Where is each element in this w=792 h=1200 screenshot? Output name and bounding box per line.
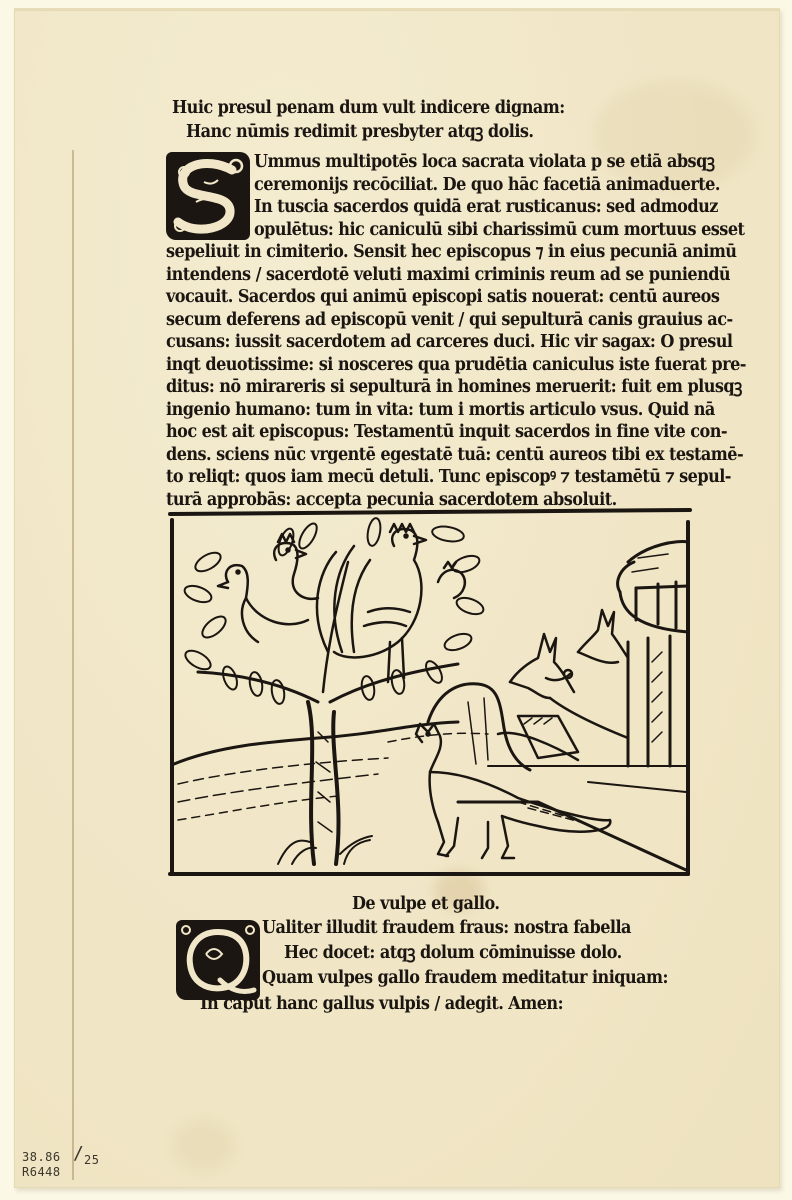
fable-line: In caput hanc gallus vulpis / adegit. Amen: — [200, 994, 563, 1014]
verse-line: Hanc nūmis redimit presbyter atqꝫ dolis. — [186, 122, 534, 142]
decorated-initial-s-icon — [166, 152, 250, 240]
verse-line: Huic presul penam dum vult indicere dignam: — [172, 98, 565, 118]
prose-line: opulētus: hic caniculū sibi charissimū cum mortuus esset — [254, 219, 745, 240]
decorated-initial-q-icon — [176, 920, 260, 1000]
prose-line: secum deferens ad episcopū venit / qui sepulturā canis grauius ac- — [166, 309, 733, 330]
prose-line: ingenio humano: tum in vita: tum i mortis articulo vsus. Quid nā — [166, 399, 715, 420]
woodcut-illustration — [158, 502, 694, 876]
reference-number: R6448 — [22, 1165, 61, 1179]
sheet-number: 25 — [84, 1153, 100, 1167]
prose-line: turā approbās: accepta pecunia sacerdotem absoluit. — [166, 489, 617, 510]
fable-line: Ualiter illudit fraudem fraus: nostra fabella — [262, 918, 631, 938]
fable-title-text: De vulpe et gallo. — [352, 894, 500, 914]
foxing-stain — [594, 80, 754, 190]
decorated-initial-s — [166, 152, 250, 240]
prose-line: ditus: nō mirareris si sepulturā in homines meruerit: fuit em plusqꝫ — [166, 377, 742, 397]
prose-line: cusans: iussit sacerdotem ad carceres duci. Hic vir sagax: O presul — [166, 332, 733, 352]
fox-and-cock-woodcut — [158, 502, 694, 876]
fable-line: Quam vulpes gallo fraudem meditatur iniquam: — [262, 968, 668, 988]
prose-line: In tuscia sacerdos quidā erat rusticanus: sed admoduz — [254, 197, 718, 217]
prose-line: sepeliuit in cimiterio. Sensit hec episcopus ⁊ in eius pecuniā animū — [166, 242, 737, 262]
prose-line: vocauit. Sacerdos qui animū episcopi satis nouerat: centū aureos — [166, 287, 720, 307]
prose-line: to reliqt: quos iam mecū detuli. Tunc episcopꝰ ⁊ testamētū ⁊ sepul- — [166, 467, 731, 487]
fold-line — [72, 150, 74, 1180]
fable-line: Hec docet: atqꝫ dolum cōminuisse dolo. — [284, 943, 622, 963]
shelfmark-annotation — [22, 1143, 100, 1180]
prose-line: Ummus multipotēs loca sacrata violata p se etiā absqꝫ — [254, 152, 715, 172]
prose-line: hoc est ait episcopus: Testamentū inquit sacerdos in fine vite con- — [166, 422, 727, 442]
prose-line: inqt deuotissime: si nosceres qua prudētia caniculus iste fuerat pre- — [166, 354, 746, 375]
accession-number: 38.86 — [22, 1150, 61, 1164]
prose-line: ceremonijs recōciliat. De quo hāc facetiā animaduerte. — [254, 174, 720, 195]
decorated-initial-q — [176, 920, 260, 1000]
foxing-stain — [174, 1120, 234, 1170]
slash-mark: / — [73, 1143, 85, 1164]
prose-line: intendens / sacerdotē veluti maximi criminis reum ad se puniendū — [166, 264, 731, 285]
prose-line: dens. sciens nūc vrgentē egestatē tuā: centū aureos tibi ex testamē- — [166, 444, 744, 465]
